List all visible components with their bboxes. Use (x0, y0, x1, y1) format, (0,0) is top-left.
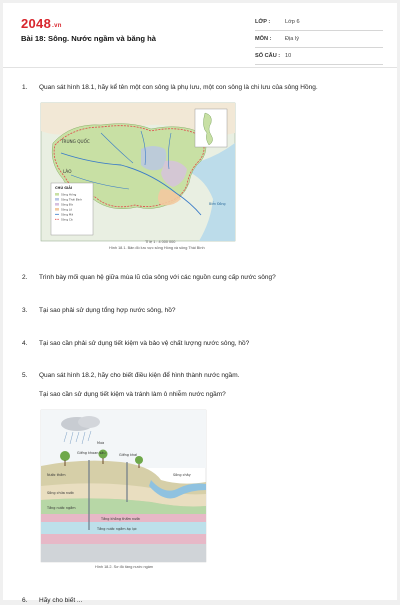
diagram-label: Giếng khoan sâu (77, 451, 106, 455)
diagram-label: Sông chứa nước (47, 491, 75, 495)
meta-key: SỐ CÂU : (255, 53, 281, 59)
figure-18-2-diagram (41, 410, 206, 568)
legend-item: Sông Hồng (61, 192, 77, 197)
diagram-label: Tầng nước ngầm (47, 506, 76, 510)
meta-key: LỚP : (255, 19, 271, 25)
diagram-label: Sông chảy (173, 473, 191, 477)
question-text: Quan sát hình 18.2, hãy cho biết điều kiện để hình thành nước ngầm. (39, 372, 240, 379)
legend-item: Sông Mã (61, 212, 74, 217)
meta-row-subject (255, 34, 383, 48)
meta-row-class (255, 17, 383, 31)
diagram-label: Tầng không thấm nước (101, 517, 141, 521)
header (3, 3, 397, 63)
question-text: Tại sao cần sử dụng tiết kiệm và tránh làm ô nhiễm nước ngầm? (39, 391, 226, 398)
question-number: 3. (22, 307, 28, 314)
lesson-title: Bài 18: Sông. Nước ngầm và băng hà (21, 34, 156, 43)
legend-item: Sông Đà (61, 202, 73, 207)
meta-row-count (255, 51, 383, 65)
figure-18-1-map (41, 103, 235, 250)
meta-value: 10 (285, 53, 292, 59)
diagram-label: Mưa (97, 441, 105, 445)
logo-suffix: .vn (52, 23, 62, 29)
question-text: Quan sát hình 18.1, hãy kể tên một con sông là phụ lưu, một con sông là chi lưu của sông Hồng. (39, 84, 318, 91)
legend-item: Sông Lô (61, 207, 73, 212)
map-scale: Tỉ lệ 1 : 4 000 000 (145, 240, 176, 244)
logo-text: 2048 (21, 16, 52, 31)
question-text: Hãy cho biết ... (39, 597, 83, 604)
question-number: 6. (22, 597, 28, 604)
question-number: 4. (22, 340, 28, 347)
map-label-china: TRUNG QUỐC (61, 139, 90, 144)
meta-value: Lớp 6 (285, 19, 300, 25)
question-text: Tại sao phải sử dụng tổng hợp nước sông, hồ? (39, 307, 176, 314)
question-number: 1. (22, 84, 28, 91)
groundwater-diagram (41, 410, 206, 562)
map-label-sea: Biển Đông (209, 202, 226, 206)
meta-value: Địa lý (285, 36, 299, 42)
question-number: 5. (22, 372, 28, 379)
meta-panel (255, 17, 383, 68)
legend-item: Sông Thái Bình (61, 197, 83, 202)
diagram-label: Tầng nước ngầm áp lực (97, 527, 137, 531)
figure-18-1-caption: Hình 18.1. Bản đồ lưu vực sông Hồng và sông Thái Bình (109, 246, 205, 250)
diagram-label: Nước thấm (47, 473, 66, 477)
question-text: Trình bày mối quan hệ giữa mùa lũ của sông với các nguồn cung cấp nước sông? (39, 274, 276, 281)
map-label-laos: LÀO (63, 169, 72, 174)
meta-key: MÔN : (255, 36, 272, 42)
header-divider (3, 67, 397, 68)
question-text: Tại sao cần phải sử dụng tiết kiệm và bảo vệ chất lượng nước sông, hồ? (39, 340, 250, 347)
question-number: 2. (22, 274, 28, 281)
diagram-label: Giếng khơi (119, 453, 138, 457)
site-logo[interactable] (21, 16, 62, 31)
page (3, 3, 397, 604)
legend-item: Sông Cả (61, 217, 73, 222)
figure-18-2-caption: Hình 18.2. Sơ đồ tầng nước ngầm (95, 565, 153, 569)
river-basin-map (41, 103, 235, 241)
legend-title: CHÚ GIẢI (55, 186, 73, 190)
